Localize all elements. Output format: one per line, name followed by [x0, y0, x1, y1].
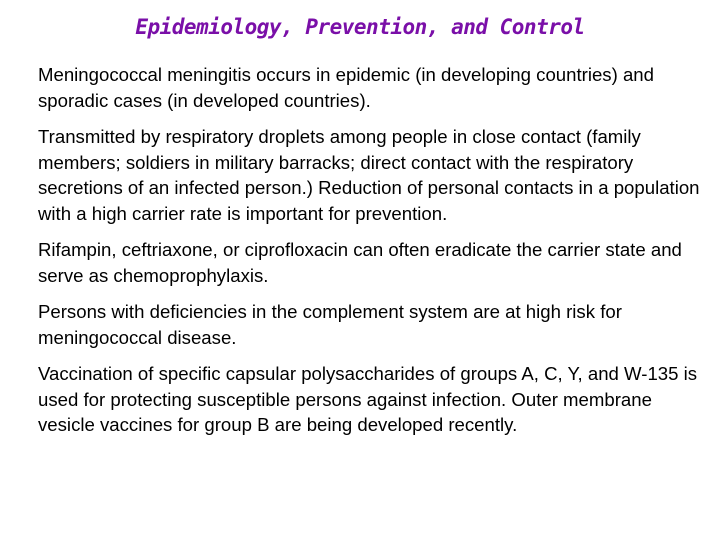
- slide-title: Epidemiology, Prevention, and Control: [135, 15, 585, 39]
- paragraph-transmission: Transmitted by respiratory droplets among people in close contact (family members; soldiers in military barracks; direct contact with the respiratory secretions of an infected person.) Reduction of personal contacts in a population with a high carrier rate is important for prevention.: [38, 126, 700, 224]
- paragraph-vaccination: Vaccination of specific capsular polysaccharides of groups A, C, Y, and W-135 is used for protecting susceptible persons against infection. Outer membrane vesicle vaccines for group B are being developed recently.: [38, 363, 698, 435]
- paragraph-complement-risk: Persons with deficiencies in the complement system are at high risk for meningococcal disease.: [38, 301, 622, 348]
- slide-body: [38, 62, 708, 449]
- paragraph-epidemic: Meningococcal meningitis occurs in epidemic (in developing countries) and sporadic cases (in developed countries).: [38, 64, 654, 111]
- paragraph-chemoprophylaxis: Rifampin, ceftriaxone, or ciprofloxacin can often eradicate the carrier state and serve as chemoprophylaxis.: [38, 239, 682, 286]
